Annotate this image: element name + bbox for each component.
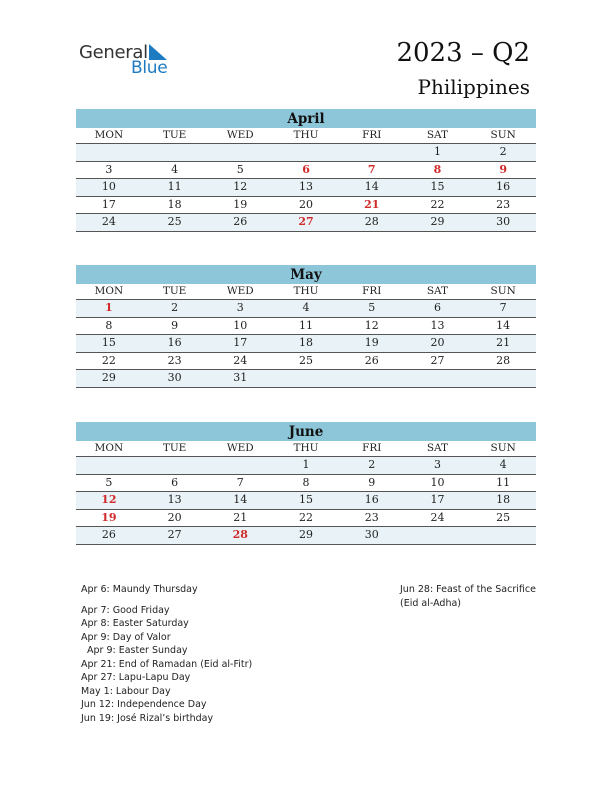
day-cell: 9 [368, 475, 376, 489]
day-cell: 28 [496, 353, 511, 367]
weekday-label: SUN [490, 285, 516, 297]
logo [79, 42, 189, 82]
day-cell: 17 [430, 493, 445, 506]
week-row [76, 353, 536, 371]
week-row [76, 179, 536, 197]
weekday-label: TUE [162, 129, 187, 141]
day-cell: 4 [302, 301, 310, 314]
day-cell: 24 [430, 510, 445, 524]
day-cell: 24 [101, 215, 116, 228]
day-cell: 3 [105, 162, 113, 176]
day-cell: 15 [430, 180, 445, 193]
day-cell: 23 [364, 510, 379, 524]
day-cell: 12 [364, 318, 379, 332]
day-cell: 24 [233, 353, 248, 367]
holiday-note: Apr 8: Easter Saturday [81, 618, 189, 629]
day-cell: 14 [364, 180, 379, 193]
day-cell: 27 [298, 215, 314, 228]
day-cell: 8 [302, 475, 310, 489]
day-cell: 2 [171, 301, 179, 314]
day-cell: 2 [499, 145, 507, 158]
holiday-note: Jun 12: Independence Day [81, 699, 207, 710]
day-cell: 6 [302, 162, 310, 176]
day-cell: 6 [171, 475, 179, 489]
holiday-note: Jun 19: José Rizal’s birthday [81, 712, 214, 724]
day-cell: 5 [105, 475, 113, 489]
holiday-note: Apr 9: Day of Valor [81, 631, 171, 643]
holiday-notes-left [81, 583, 341, 725]
day-cell [142, 457, 208, 474]
day-cell [339, 370, 405, 387]
day-cell: 3 [433, 458, 441, 471]
day-cell: 16 [167, 336, 182, 349]
week-row [76, 475, 536, 493]
day-cell: 7 [367, 162, 376, 176]
day-cell: 4 [171, 162, 179, 176]
month-june [76, 422, 536, 545]
day-cell: 17 [101, 197, 116, 211]
day-cell: 28 [364, 215, 379, 228]
day-cell: 26 [233, 215, 248, 228]
note-spacer [81, 597, 341, 604]
country-name: Philippines [417, 75, 530, 99]
weekday-label: MON [94, 442, 124, 454]
month-may [76, 265, 536, 388]
day-cell: 5 [236, 162, 244, 176]
weekday-label: FRI [362, 442, 382, 454]
week-row [76, 335, 536, 353]
day-cell [405, 527, 471, 544]
day-cell [207, 457, 273, 474]
day-cell: 16 [496, 180, 511, 193]
page-title: 2023 – Q2 [396, 38, 530, 68]
month-header: June [76, 422, 536, 441]
weekday-header-row [76, 441, 536, 457]
day-cell: 1 [105, 301, 113, 314]
day-cell [470, 370, 536, 387]
day-cell: 23 [496, 197, 511, 211]
day-cell: 25 [496, 510, 511, 524]
week-row [76, 214, 536, 232]
day-cell: 10 [430, 475, 445, 489]
day-cell: 27 [167, 528, 182, 541]
day-cell [273, 144, 339, 161]
weekday-label: THU [293, 442, 319, 454]
week-row [76, 370, 536, 388]
week-row [76, 318, 536, 336]
weekday-label: FRI [362, 285, 382, 297]
day-cell [273, 370, 339, 387]
month-header: April [76, 109, 536, 128]
day-cell: 4 [499, 458, 507, 471]
day-cell [339, 144, 405, 161]
day-cell: 15 [101, 336, 116, 349]
week-row [76, 492, 536, 510]
weekday-label: MON [94, 285, 124, 297]
day-cell: 20 [299, 197, 314, 211]
day-cell: 30 [496, 215, 511, 228]
day-cell: 10 [233, 318, 248, 332]
week-row [76, 144, 536, 162]
day-cell: 29 [101, 371, 116, 384]
weekday-label: THU [293, 129, 319, 141]
day-cell: 11 [496, 475, 511, 489]
day-cell: 30 [167, 371, 182, 384]
day-cell: 12 [233, 180, 248, 193]
day-cell: 15 [299, 493, 314, 506]
weekday-label: SUN [490, 442, 516, 454]
day-cell: 1 [433, 145, 441, 158]
day-cell: 11 [299, 318, 314, 332]
weekday-label: FRI [362, 129, 382, 141]
day-cell: 22 [299, 510, 314, 524]
day-cell: 11 [167, 180, 182, 193]
day-cell: 22 [101, 353, 116, 367]
day-cell: 14 [496, 318, 511, 332]
day-cell: 21 [364, 197, 380, 211]
day-cell: 18 [299, 336, 314, 349]
holiday-note: (Eid al-Adha) [400, 597, 461, 609]
weekday-label: WED [226, 285, 254, 297]
weekday-label: SAT [426, 442, 449, 454]
week-row [76, 510, 536, 528]
day-cell: 27 [430, 353, 445, 367]
day-cell: 28 [232, 528, 248, 541]
week-row [76, 457, 536, 475]
day-cell: 3 [236, 301, 244, 314]
day-cell: 30 [364, 528, 379, 541]
weekday-header-row [76, 128, 536, 144]
day-cell: 5 [368, 301, 376, 314]
day-cell: 22 [430, 197, 445, 211]
weekday-label: SAT [426, 285, 449, 297]
weekday-label: TUE [162, 442, 187, 454]
day-cell: 29 [430, 215, 445, 228]
weekday-label: THU [293, 285, 319, 297]
day-cell [142, 144, 208, 161]
holiday-note: May 1: Labour Day [81, 685, 171, 697]
day-cell [207, 144, 273, 161]
holiday-notes-right [400, 583, 550, 610]
day-cell [76, 144, 142, 161]
day-cell: 26 [101, 528, 116, 541]
day-cell [405, 370, 471, 387]
day-cell: 20 [167, 510, 182, 524]
day-cell: 21 [496, 336, 511, 349]
logo-blue-text: Blue [131, 58, 168, 78]
weekday-label: WED [226, 442, 254, 454]
holiday-note: Apr 6: Maundy Thursday [81, 584, 198, 595]
day-cell: 29 [299, 528, 314, 541]
day-cell: 19 [101, 510, 117, 524]
holiday-note: Apr 9: Easter Sunday [87, 645, 188, 656]
week-row [76, 527, 536, 545]
day-cell: 19 [233, 197, 248, 211]
day-cell: 1 [302, 458, 310, 471]
holiday-note: Apr 7: Good Friday [81, 604, 170, 616]
week-row [76, 197, 536, 215]
holiday-note: Apr 21: End of Ramadan (Eid al-Fitr) [81, 658, 253, 670]
holiday-note: Apr 27: Lapu-Lapu Day [81, 672, 191, 683]
day-cell: 7 [236, 475, 244, 489]
day-cell: 25 [167, 215, 182, 228]
day-cell: 9 [499, 162, 507, 176]
day-cell: 16 [364, 493, 379, 506]
day-cell: 9 [171, 318, 179, 332]
day-cell: 31 [233, 371, 248, 384]
weekday-label: SUN [490, 129, 516, 141]
day-cell: 6 [433, 301, 441, 314]
weekday-label: MON [94, 129, 124, 141]
day-cell: 8 [105, 318, 113, 332]
month-header: May [76, 265, 536, 284]
day-cell: 18 [167, 197, 182, 211]
day-cell: 18 [496, 493, 511, 506]
day-cell: 17 [233, 336, 248, 349]
day-cell: 2 [368, 458, 376, 471]
week-row [76, 300, 536, 318]
day-cell: 7 [499, 301, 507, 314]
day-cell [470, 527, 536, 544]
day-cell: 19 [364, 336, 379, 349]
day-cell: 12 [101, 493, 117, 506]
day-cell [76, 457, 142, 474]
day-cell: 21 [233, 510, 248, 524]
day-cell: 13 [299, 180, 314, 193]
day-cell: 8 [433, 162, 442, 176]
day-cell: 20 [430, 336, 445, 349]
weekday-header-row [76, 284, 536, 300]
day-cell: 13 [167, 493, 182, 506]
weekday-label: TUE [162, 285, 187, 297]
holiday-note: Jun 28: Feast of the Sacrifice [400, 584, 536, 595]
day-cell: 25 [299, 353, 314, 367]
day-cell: 10 [101, 180, 116, 193]
logo-general-text: General [79, 42, 148, 63]
day-cell: 13 [430, 318, 445, 332]
week-row [76, 162, 536, 180]
month-april [76, 109, 536, 232]
day-cell: 26 [364, 353, 379, 367]
weekday-label: WED [226, 129, 254, 141]
day-cell: 23 [167, 353, 182, 367]
day-cell: 14 [233, 493, 248, 506]
weekday-label: SAT [426, 129, 449, 141]
